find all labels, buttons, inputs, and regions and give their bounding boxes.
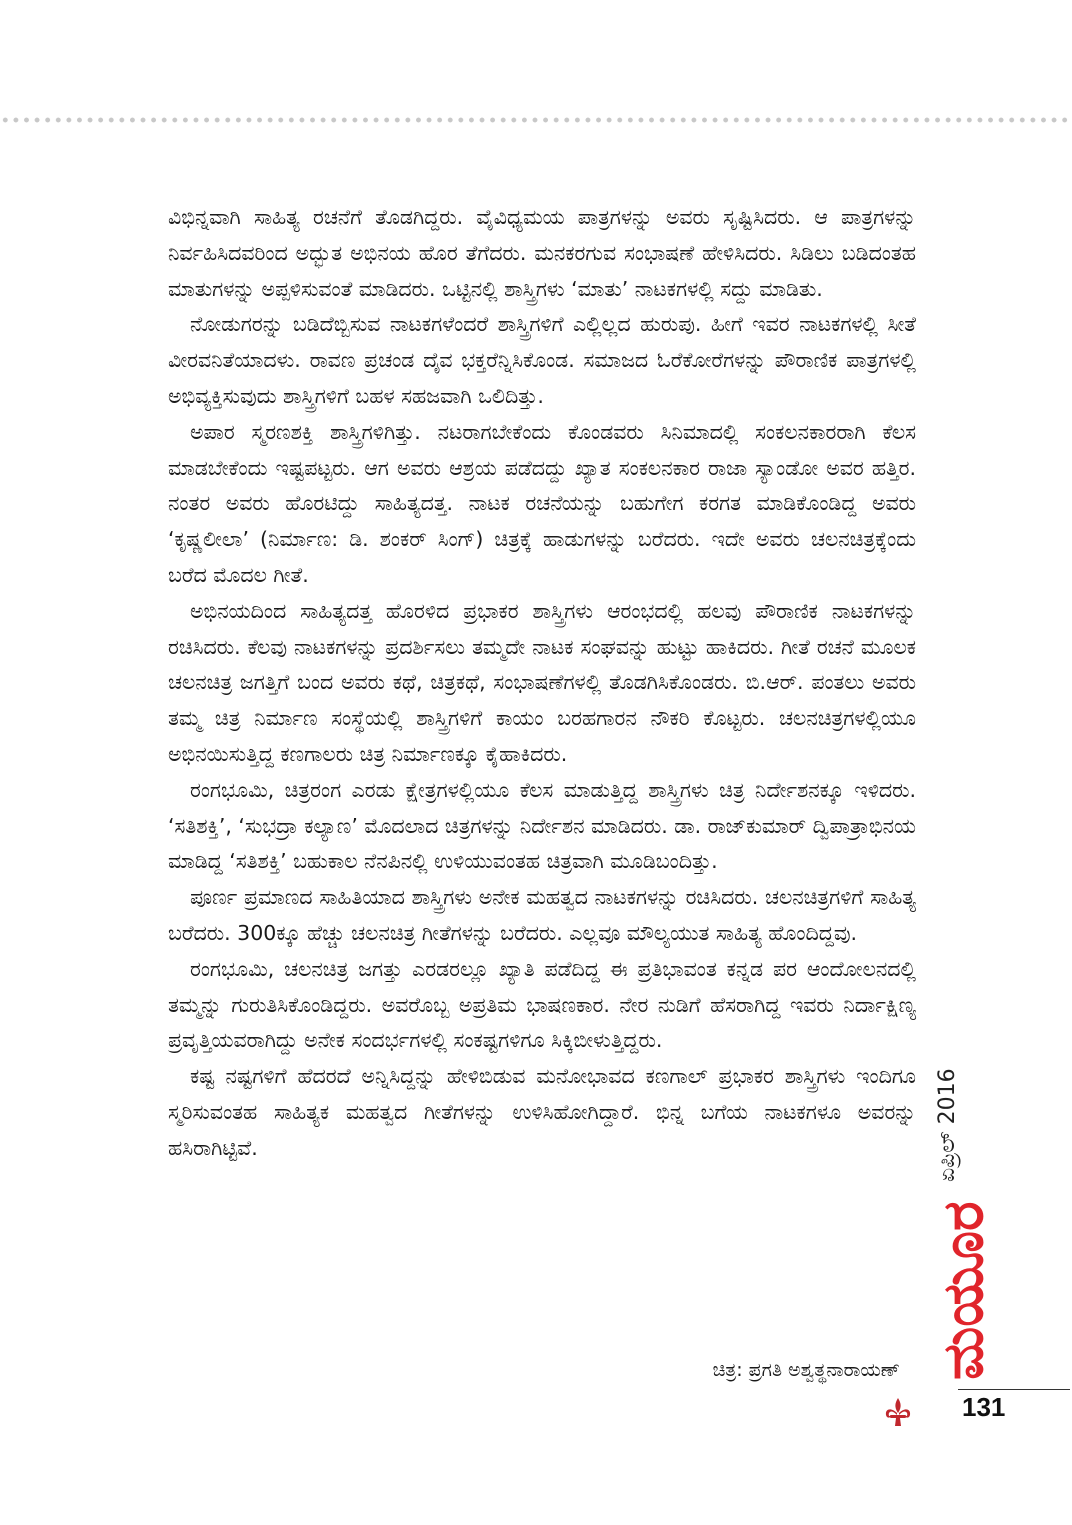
article-paragraph-8: ಕಷ್ಟ ನಷ್ಟಗಳಿಗೆ ಹೆದರದೆ ಅನ್ನಿಸಿದ್ದನ್ನು ಹೇಳಿಬಿಡುವ ಮನೋಭಾವದ ಕಣಗಾಲ್ ಪ್ರಭಾಕರ ಶಾಸ್ತ್ರಿಗಳು ಇಂದಿಗೂ ಸ್ಮರಿಸುವಂತಹ ಸಾಹಿತ್ಯಕ ಮಹತ್ವದ ಗೀತೆಗಳನ್ನು ಉಳಿಸಿಹೋಗಿದ್ದಾರೆ. ಭಿನ್ನ ಬಗೆಯ ನಾಟಕಗಳೂ ಅವರನ್ನು ಹಸಿರಾಗಿಟ್ಟಿವೆ. bbox=[168, 1064, 916, 1160]
page-number: 131 bbox=[962, 1392, 1006, 1422]
page-number-rule bbox=[958, 1389, 1070, 1390]
dotted-header-rule bbox=[0, 115, 1072, 125]
article-paragraph-6: ಪೂರ್ಣ ಪ್ರಮಾಣದ ಸಾಹಿತಿಯಾದ ಶಾಸ್ತ್ರಿಗಳು ಅನೇಕ ಮಹತ್ವದ ನಾಟಕಗಳನ್ನು ರಚಿಸಿದರು. ಚಲನಚಿತ್ರಗಳಿಗೆ ಸಾಹಿತ್ಯ ಬರೆದರು. 300ಕ್ಕೂ ಹೆಚ್ಚು ಚಲನಚಿತ್ರ ಗೀತೆಗಳನ್ನು ಬರೆದರು. ಎಲ್ಲವೂ ಮೌಲ್ಯಯುತ ಸಾಹಿತ್ಯ ಹೊಂದಿದ್ದವು. bbox=[168, 885, 916, 945]
article-body bbox=[168, 200, 916, 1167]
fleur-de-lis-icon bbox=[881, 1395, 915, 1429]
article-paragraph-3: ಅಪಾರ ಸ್ಮರಣಶಕ್ತಿ ಶಾಸ್ತ್ರಿಗಳಿಗಿತ್ತು. ನಟರಾಗಬೇಕೆಂದು ಕೊಂಡವರು ಸಿನಿಮಾದಲ್ಲಿ ಸಂಕಲನಕಾರರಾಗಿ ಕೆಲಸ ಮಾಡಬೇಕೆಂದು ಇಷ್ಟಪಟ್ಟರು. ಆಗ ಅವರು ಆಶ್ರಯ ಪಡೆದದ್ದು ಖ್ಯಾತ ಸಂಕಲನಕಾರ ರಾಜಾ ಸ್ಯಾಂಡೋ ಅವರ ಹತ್ತಿರ. ನಂತರ ಅವರು ಹೊರಟಿದ್ದು ಸಾಹಿತ್ಯದತ್ತ. ನಾಟಕ ರಚನೆಯನ್ನು ಬಹುಗೇಗ ಕರಗತ ಮಾಡಿಕೊಂಡಿದ್ದ ಅವರು ‘ಕೃಷ್ಣಲೀಲಾ’ (ನಿರ್ಮಾಣ: ಡಿ. ಶಂಕರ್ ಸಿಂಗ್) ಚಿತ್ರಕ್ಕೆ ಹಾಡುಗಳನ್ನು ಬರೆದರು. ಇದೇ ಅವರು ಚಲನಚಿತ್ರಕ್ಕೆಂದು ಬರೆದ ಮೊದಲ ಗೀತೆ. bbox=[168, 419, 916, 587]
article-paragraph-4: ಅಭಿನಯದಿಂದ ಸಾಹಿತ್ಯದತ್ತ ಹೊರಳಿದ ಪ್ರಭಾಕರ ಶಾಸ್ತ್ರಿಗಳು ಆರಂಭದಲ್ಲಿ ಹಲವು ಪೌರಾಣಿಕ ನಾಟಕಗಳನ್ನು ರಚಿಸಿದರು. ಕೆಲವು ನಾಟಕಗಳನ್ನು ಪ್ರದರ್ಶಿಸಲು ತಮ್ಮದೇ ನಾಟಕ ಸಂಘವನ್ನು ಹುಟ್ಟು ಹಾಕಿದರು. ಗೀತೆ ರಚನೆ ಮೂಲಕ ಚಲನಚಿತ್ರ ಜಗತ್ತಿಗೆ ಬಂದ ಅವರು ಕಥೆ, ಚಿತ್ರಕಥೆ, ಸಂಭಾಷಣೆಗಳಲ್ಲಿ ತೊಡಗಿಸಿಕೊಂಡರು. ಬಿ.ಆರ್. ಪಂತಲು ಅವರು ತಮ್ಮ ಚಿತ್ರ ನಿರ್ಮಾಣ ಸಂಸ್ಥೆಯಲ್ಲಿ ಶಾಸ್ತ್ರಿಗಳಿಗೆ ಕಾಯಂ ಬರಹಗಾರನ ನೌಕರಿ ಕೊಟ್ಟರು. ಚಲನಚಿತ್ರಗಳಲ್ಲಿಯೂ ಅಭಿನಯಿಸುತ್ತಿದ್ದ ಕಣಗಾಲರು ಚಿತ್ರ ನಿರ್ಮಾಣಕ್ಕೂ ಕೈಹಾಕಿದರು. bbox=[168, 598, 916, 766]
issue-date: ಏಪ್ರಿಲ್ 2016 bbox=[935, 1068, 960, 1182]
article-paragraph-2: ನೋಡುಗರನ್ನು ಬಡಿದೆಬ್ಬಿಸುವ ನಾಟಕಗಳೆಂದರೆ ಶಾಸ್ತ್ರಿಗಳಿಗೆ ಎಲ್ಲಿಲ್ಲದ ಹುರುಪು. ಹೀಗೆ ಇವರ ನಾಟಕಗಳಲ್ಲಿ ಸೀತೆ ವೀರವನಿತೆಯಾದಳು. ರಾವಣ ಪ್ರಚಂಡ ದೈವ ಭಕ್ತರೆನ್ನಿಸಿಕೊಂಡ. ಸಮಾಜದ ಓರೆಕೋರೆಗಳನ್ನು ಪೌರಾಣಿಕ ಪಾತ್ರಗಳಲ್ಲಿ ಅಭಿವ್ಯಕ್ತಿಸುವುದು ಶಾಸ್ತ್ರಿಗಳಿಗೆ ಬಹಳ ಸಹಜವಾಗಿ ಒಲಿದಿತ್ತು. bbox=[168, 312, 916, 408]
photo-credit: ಚಿತ್ರ: ಪ್ರಗತಿ ಅಶ್ವತ್ಥನಾರಾಯಣ್ bbox=[712, 1359, 900, 1381]
article-paragraph-5: ರಂಗಭೂಮಿ, ಚಿತ್ರರಂಗ ಎರಡು ಕ್ಷೇತ್ರಗಳಲ್ಲಿಯೂ ಕೆಲಸ ಮಾಡುತ್ತಿದ್ದ ಶಾಸ್ತ್ರಿಗಳು ಚಿತ್ರ ನಿರ್ದೇಶನಕ್ಕೂ ಇಳಿದರು. ‘ಸತಿಶಕ್ತಿ’, ‘ಸುಭದ್ರಾ ಕಲ್ಯಾಣ’ ಮೊದಲಾದ ಚಿತ್ರಗಳನ್ನು ನಿರ್ದೇಶನ ಮಾಡಿದರು. ಡಾ. ರಾಜ್‌ಕುಮಾರ್ ದ್ವಿಪಾತ್ರಾಭಿನಯ ಮಾಡಿದ್ದ ‘ಸತಿಶಕ್ತಿ’ ಬಹುಕಾಲ ನೆನಪಿನಲ್ಲಿ ಉಳಿಯುವಂತಹ ಚಿತ್ರವಾಗಿ ಮೂಡಿಬಂದಿತ್ತು. bbox=[168, 777, 917, 874]
article-paragraph-1: ವಿಭಿನ್ನವಾಗಿ ಸಾಹಿತ್ಯ ರಚನೆಗೆ ತೊಡಗಿದ್ದರು. ವೈವಿಧ್ಯಮಯ ಪಾತ್ರಗಳನ್ನು ಅವರು ಸೃಷ್ಟಿಸಿದರು. ಆ ಪಾತ್ರಗಳನ್ನು ನಿರ್ವಹಿಸಿದವರಿಂದ ಅದ್ಭುತ ಅಭಿನಯ ಹೊರ ತೆಗೆದರು. ಮನಕರಗುವ ಸಂಭಾಷಣೆ ಹೇಳಿಸಿದರು. ಸಿಡಿಲು ಬಡಿದಂತಹ ಮಾತುಗಳನ್ನು ಅಪ್ಪಳಿಸುವಂತೆ ಮಾಡಿದರು. ಒಟ್ಟಿನಲ್ಲಿ ಶಾಸ್ತ್ರಿಗಳು ‘ಮಾತು’ ನಾಟಕಗಳಲ್ಲಿ ಸದ್ದು ಮಾಡಿತು. bbox=[168, 205, 916, 301]
article-paragraph-7: ರಂಗಭೂಮಿ, ಚಲನಚಿತ್ರ ಜಗತ್ತು ಎರಡರಲ್ಲೂ ಖ್ಯಾತಿ ಪಡೆದಿದ್ದ ಈ ಪ್ರತಿಭಾವಂತ ಕನ್ನಡ ಪರ ಆಂದೋಲನದಲ್ಲಿ ತಮ್ಮನ್ನು ಗುರುತಿಸಿಕೊಂಡಿದ್ದರು. ಅವರೊಬ್ಬ ಅಪ್ರತಿಮ ಭಾಷಣಕಾರ. ನೇರ ನುಡಿಗೆ ಹೆಸರಾಗಿದ್ದ ಇವರು ನಿರ್ದಾಕ್ಷಿಣ್ಯ ಪ್ರವೃತ್ತಿಯವರಾಗಿದ್ದು ಅನೇಕ ಸಂದರ್ಭಗಳಲ್ಲಿ ಸಂಕಷ್ಟಗಳಿಗೂ ಸಿಕ್ಕಿಬೀಳುತ್ತಿದ್ದರು. bbox=[168, 956, 916, 1053]
magazine-logo: ಮಯೂರ bbox=[931, 1201, 996, 1380]
